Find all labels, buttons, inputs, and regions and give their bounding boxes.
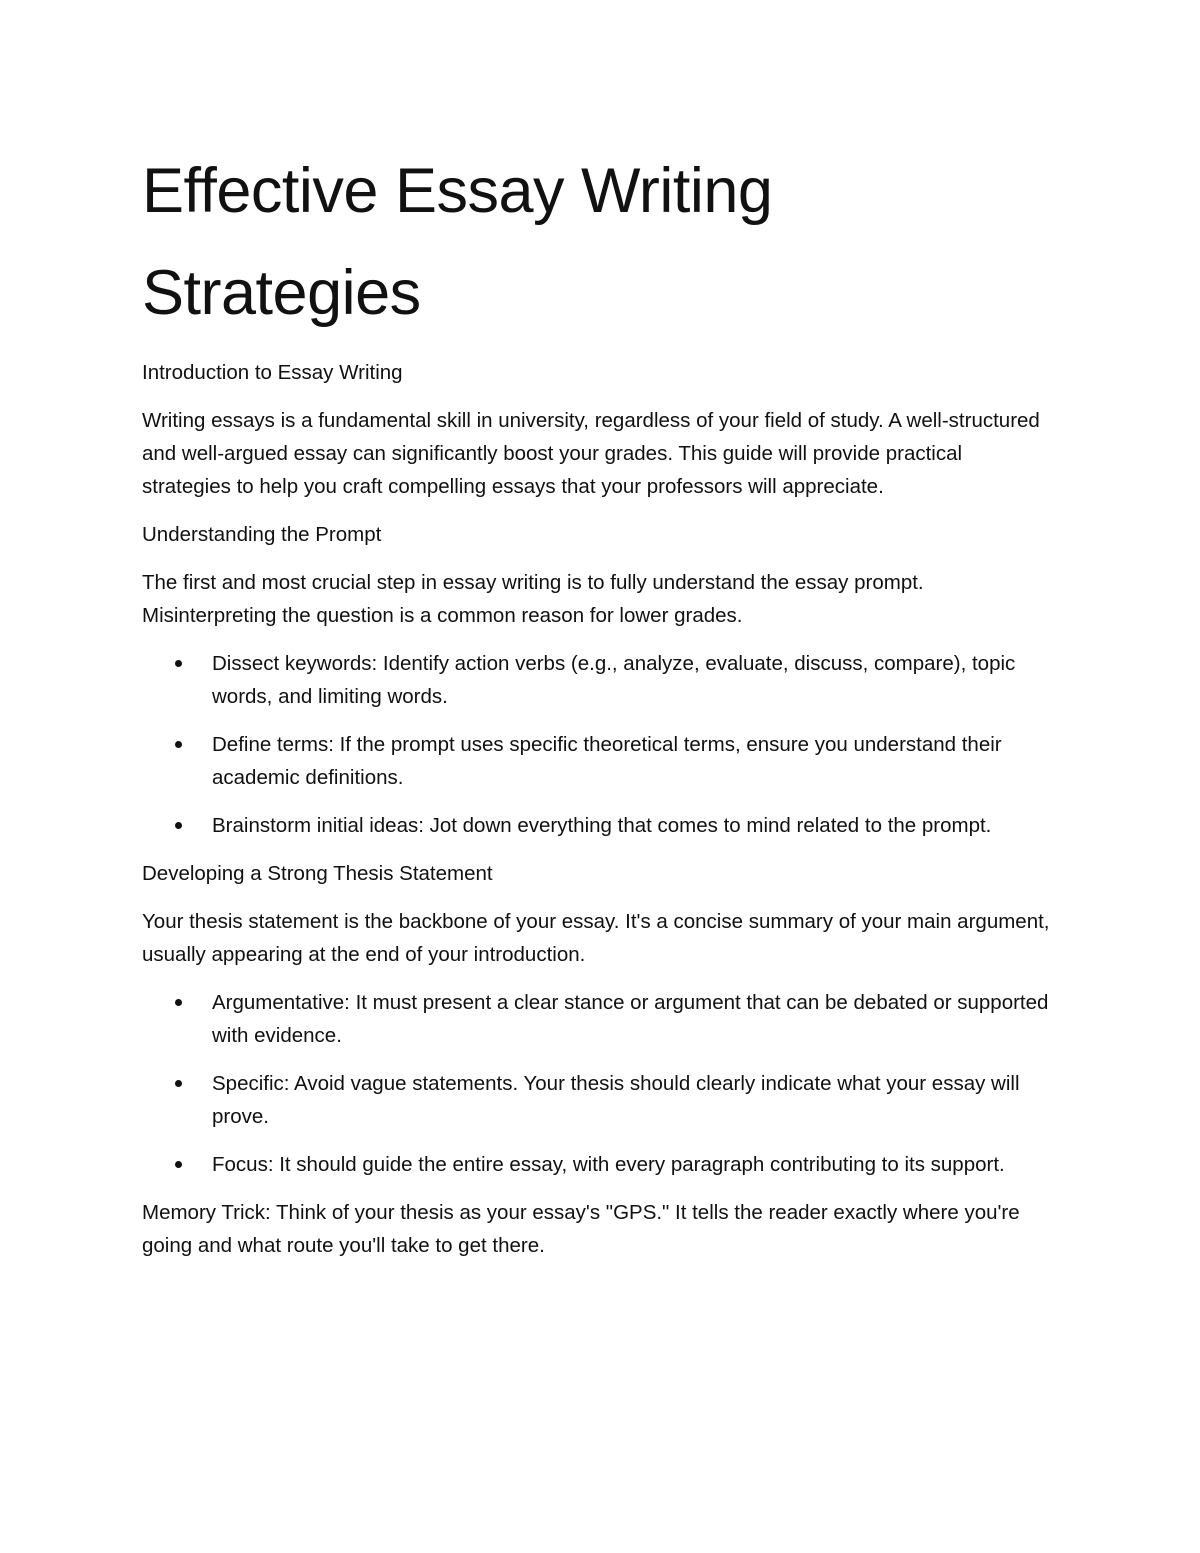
list-item-text: Define terms: If the prompt uses specific theoretical terms, ensure you understand their academic definitions. (212, 733, 1002, 789)
list-item (142, 728, 1052, 794)
list-item-text: Argumentative: It must present a clear stance or argument that can be debated or supported with evidence. (212, 991, 1049, 1047)
list-item (142, 809, 1052, 842)
bullet-icon (175, 999, 182, 1006)
thesis-paragraph: Your thesis statement is the backbone of your essay. It's a concise summary of your main argument, usually appearing at the end of your introduction. (142, 910, 1050, 966)
list-item-text: Focus: It should guide the entire essay, with every paragraph contributing to its support. (212, 1153, 1005, 1176)
list-item-text: Dissect keywords: Identify action verbs (e.g., analyze, evaluate, discuss, compare), topic words, and limiting words. (212, 652, 1016, 708)
intro-paragraph: Writing essays is a fundamental skill in university, regardless of your field of study. A well-structured and well-argued essay can significantly boost your grades. This guide will provide practical strategies to help you craft compelling essays that your professors will appreciate. (142, 409, 1040, 498)
bullet-icon (175, 741, 182, 748)
document-page (142, 140, 1052, 1277)
bullet-icon (175, 1080, 182, 1087)
prompt-paragraph: The first and most crucial step in essay writing is to fully understand the essay prompt. Misinterpreting the question is a common reason for lower grades. (142, 571, 924, 627)
document-title: Effective Essay Writing Strategies (142, 156, 773, 328)
list-item (142, 1148, 1052, 1181)
thesis-bullet-list (142, 986, 1052, 1181)
memory-trick-paragraph: Memory Trick: Think of your thesis as your essay's "GPS." It tells the reader exactly where you're going and what route you'll take to get there. (142, 1201, 1020, 1257)
list-item (142, 1067, 1052, 1133)
list-item (142, 647, 1052, 713)
bullet-icon (175, 660, 182, 667)
section-heading-thesis: Developing a Strong Thesis Statement (142, 862, 493, 885)
list-item (142, 986, 1052, 1052)
section-heading-prompt: Understanding the Prompt (142, 523, 382, 546)
section-heading-intro: Introduction to Essay Writing (142, 361, 403, 384)
list-item-text: Brainstorm initial ideas: Jot down everything that comes to mind related to the prompt. (212, 814, 992, 837)
bullet-icon (175, 1161, 182, 1168)
list-item-text: Specific: Avoid vague statements. Your thesis should clearly indicate what your essay will prove. (212, 1072, 1020, 1128)
prompt-bullet-list (142, 647, 1052, 842)
bullet-icon (175, 822, 182, 829)
